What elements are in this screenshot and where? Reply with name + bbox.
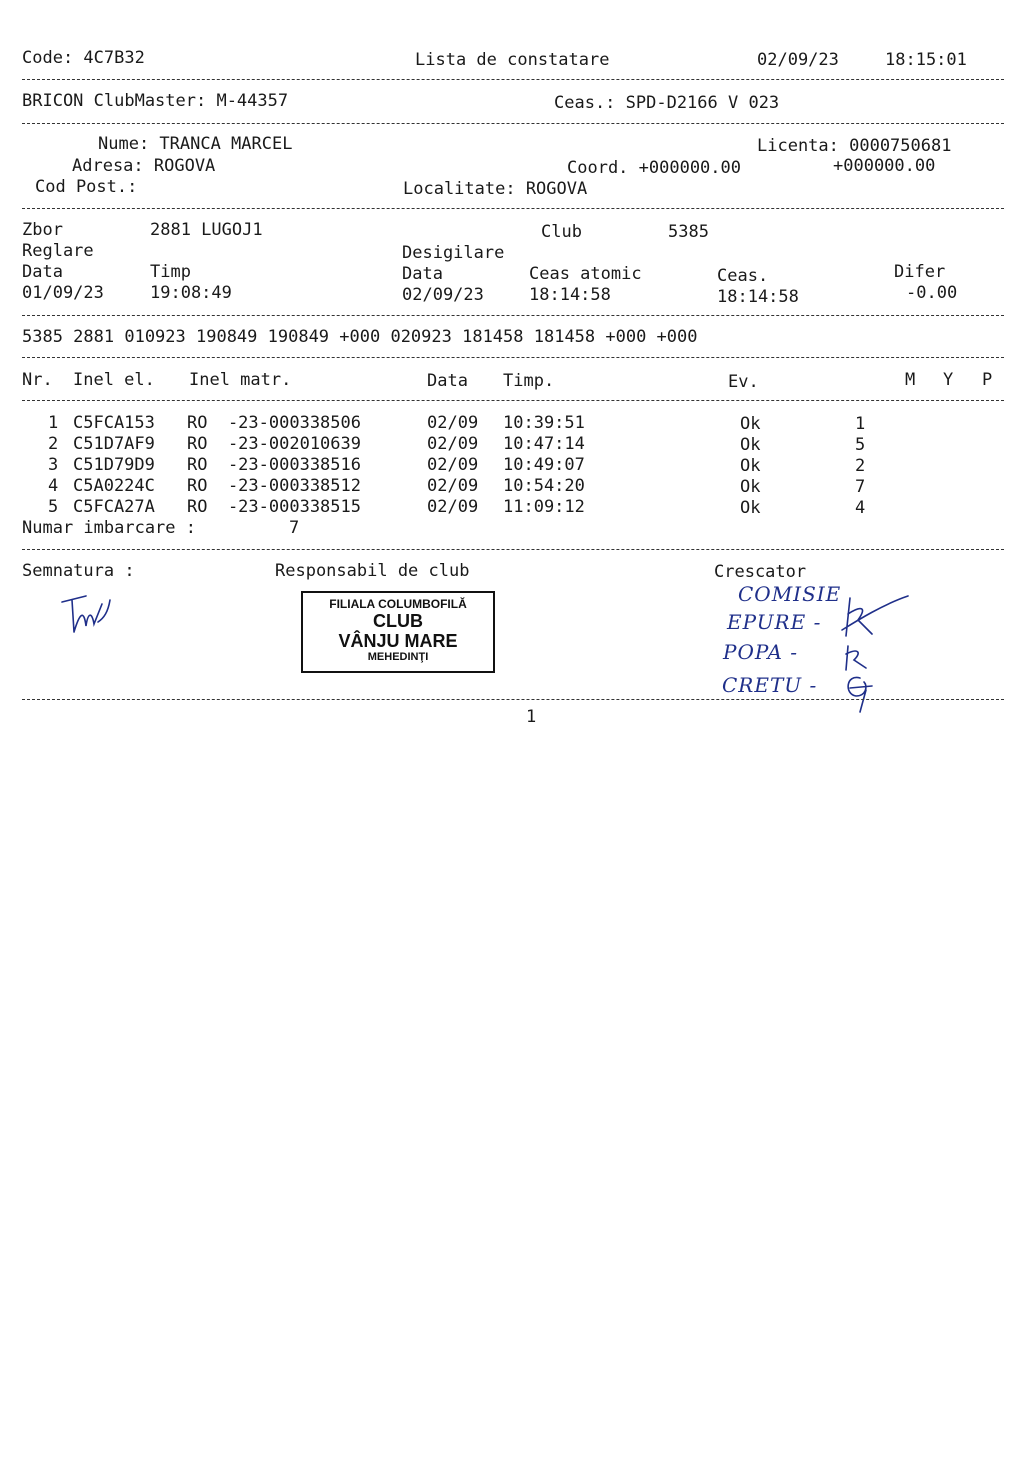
difference-value: -0.00 [906,283,958,303]
row-inel-matr: RO -23-000338512 [187,476,361,496]
document-code: Code: 4C7B32 [22,48,145,68]
row-ev: Ok [740,456,761,476]
row-data: 02/09 [427,434,479,454]
owner-locality: Localitate: ROGOVA [403,179,588,199]
row-timp: 10:54:20 [503,476,585,496]
owner-postal-code: Cod Post.: [35,177,138,197]
row-timp: 10:49:07 [503,455,585,475]
owner-coord-2: +000000.00 [833,156,936,176]
breeder-label: Crescator [714,562,807,582]
boarding-count-value: 7 [289,518,300,538]
unsealing-clock-time: 18:14:58 [717,287,799,307]
row-data: 02/09 [427,413,479,433]
row-position: 1 [855,414,866,434]
handwritten-commission: COMISIE [738,582,842,606]
row-inel-matr: RO -23-000338506 [187,413,361,433]
row-nr: 5 [48,497,59,517]
flight-value: 2881 LUGOJ1 [150,220,263,240]
handwritten-name-1: EPURE - [727,610,822,634]
row-nr: 4 [48,476,59,496]
col-header-inel-matr: Inel matr. [189,370,292,390]
divider [22,208,1004,209]
row-nr: 2 [48,434,59,454]
stamp-line-1: FILIALA COLUMBOFILĂ [329,597,467,611]
row-inel-el: C51D7AF9 [73,434,155,454]
flight-label: Zbor [22,220,63,240]
row-timp: 11:09:12 [503,497,585,517]
row-timp: 10:39:51 [503,413,585,433]
page-number: 1 [526,707,537,727]
owner-name: Nume: TRANCA MARCEL [98,134,293,154]
unsealing-label: Desigilare [402,243,505,263]
owner-address: Adresa: ROGOVA [72,156,216,176]
col-header-inel-el: Inel el. [73,370,155,390]
unsealing-atomic-time: 18:14:58 [529,285,611,305]
divider [22,699,1004,700]
club-label: Club [541,222,582,242]
club-value: 5385 [668,222,709,242]
row-timp: 10:47:14 [503,434,585,454]
col-header-y: Y [943,370,954,390]
row-data: 02/09 [427,476,479,496]
clock-label: Ceas. [717,266,769,286]
col-header-p: P [982,370,993,390]
row-inel-matr: RO -23-000338516 [187,455,361,475]
handwritten-name-2: POPA - [723,640,799,664]
unsealing-date-label: Data [402,264,443,284]
row-inel-el: C5A0224C [73,476,155,496]
row-inel-el: C51D79D9 [73,455,155,475]
row-inel-matr: RO -23-000338515 [187,497,361,517]
row-inel-el: C5FCA153 [73,413,155,433]
divider [22,79,1004,80]
owner-coord: Coord. +000000.00 [567,158,741,178]
col-header-nr: Nr. [22,370,53,390]
difference-label: Difer [894,262,946,282]
stamp-line-2: CLUB [373,611,423,631]
row-position: 5 [855,435,866,455]
setting-date-label: Data [22,262,63,282]
code-line: 5385 2881 010923 190849 190849 +000 020923 181458 181458 +000 +000 [22,327,698,347]
divider [22,357,1004,358]
stamp-line-4: MEHEDINŢI [367,651,429,663]
handwritten-name-3: CRETU - [722,673,818,697]
clock-id: Ceas.: SPD-D2166 V 023 [554,93,780,113]
owner-license: Licenta: 0000750681 [757,136,952,156]
clubmaster-id: BRICON ClubMaster: M-44357 [22,91,289,111]
row-nr: 1 [48,413,59,433]
row-ev: Ok [740,414,761,434]
print-time: 18:15:01 [885,50,967,70]
stamp-line-3: VÂNJU MARE [338,631,458,651]
row-nr: 3 [48,455,59,475]
club-stamp [301,591,495,673]
document-title: Lista de constatare [415,50,610,70]
print-date: 02/09/23 [757,50,839,70]
row-data: 02/09 [427,497,479,517]
row-ev: Ok [740,477,761,497]
boarding-count-label: Numar imbarcare : [22,518,196,538]
unsealing-date: 02/09/23 [402,285,484,305]
divider [22,549,1004,550]
divider [22,400,1004,401]
col-header-data: Data [427,371,468,391]
row-ev: Ok [740,498,761,518]
atomic-clock-label: Ceas atomic [529,264,642,284]
col-header-ev: Ev. [728,372,759,392]
divider [22,123,1004,124]
col-header-m: M [905,370,916,390]
signature-scribble-icon [58,592,118,638]
divider [22,315,1004,316]
row-position: 2 [855,456,866,476]
row-position: 4 [855,498,866,518]
row-position: 7 [855,477,866,497]
setting-label: Reglare [22,241,94,261]
row-inel-el: C5FCA27A [73,497,155,517]
setting-time: 19:08:49 [150,283,232,303]
row-ev: Ok [740,435,761,455]
row-data: 02/09 [427,455,479,475]
setting-date: 01/09/23 [22,283,104,303]
row-inel-matr: RO -23-002010639 [187,434,361,454]
signature-label: Semnatura : [22,561,135,581]
club-responsible-label: Responsabil de club [275,561,470,581]
col-header-timp: Timp. [503,371,555,391]
setting-time-label: Timp [150,262,191,282]
